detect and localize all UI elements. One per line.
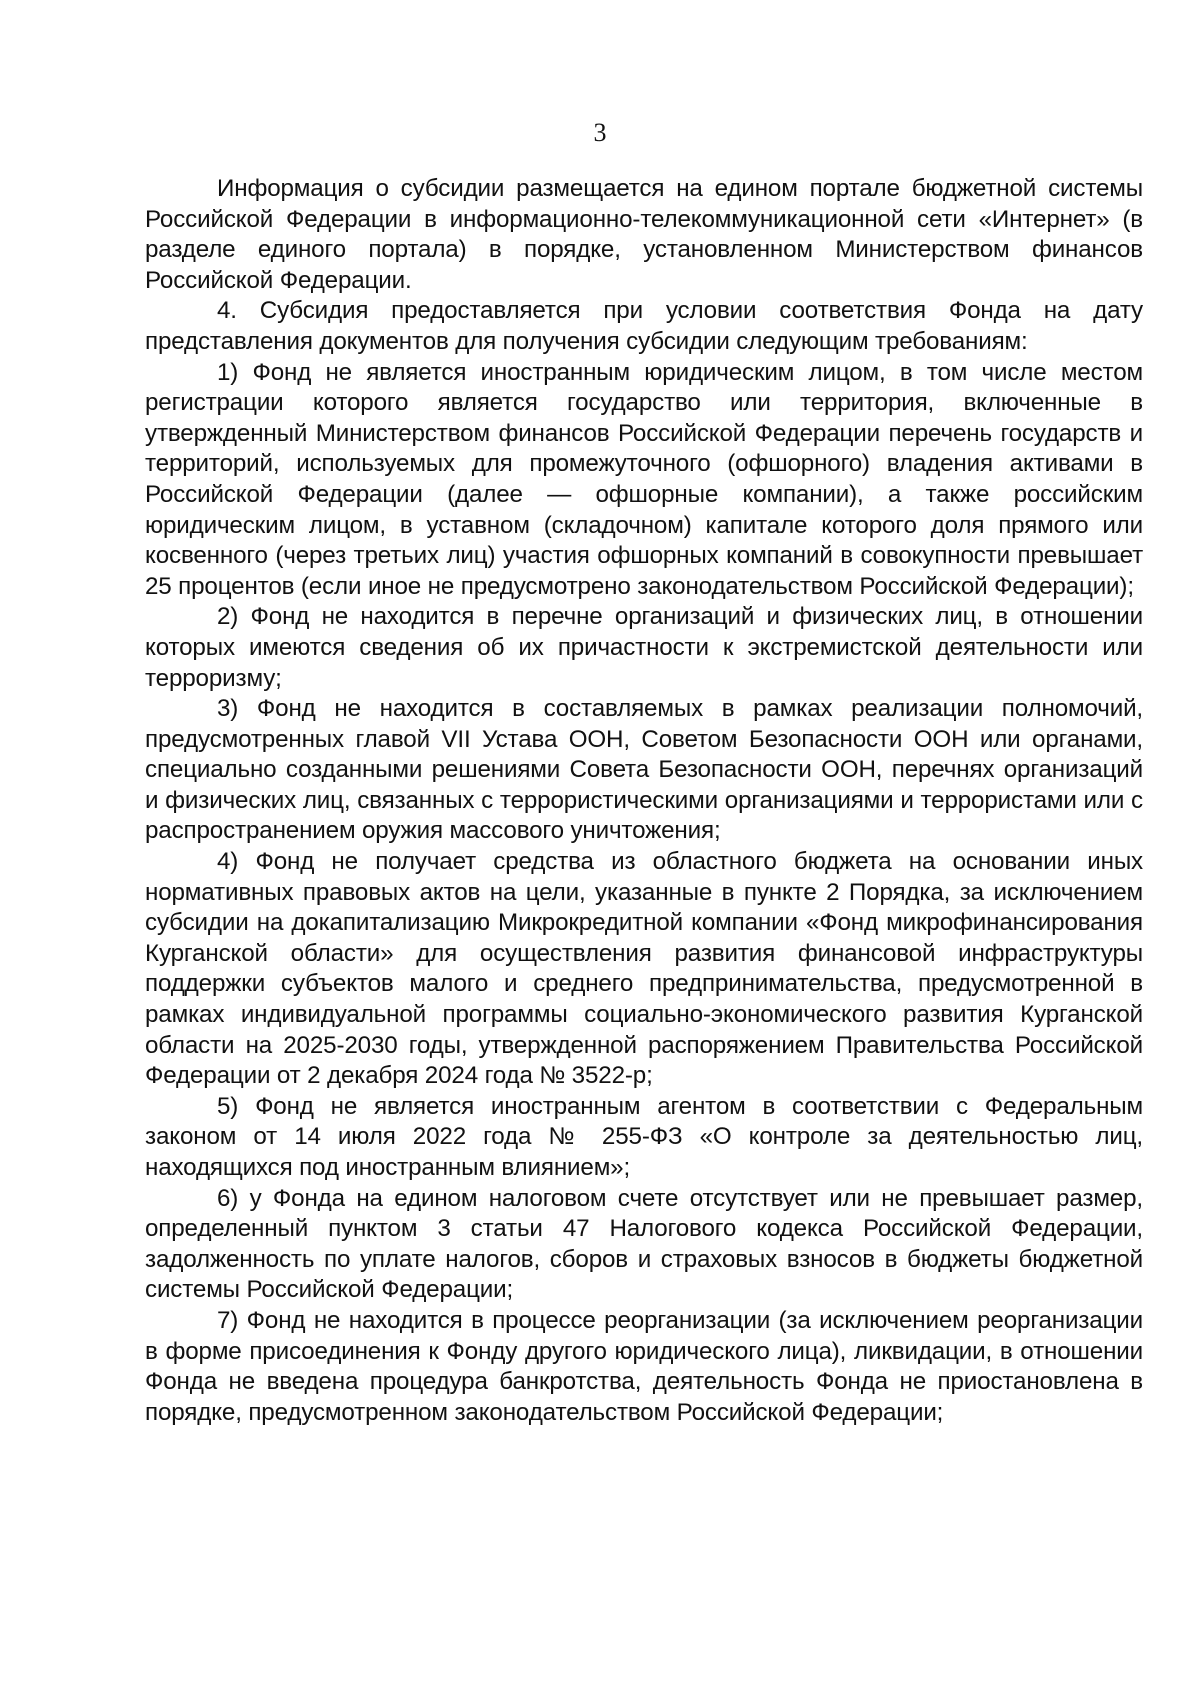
paragraph-requirement-1: 1) Фонд не является иностранным юридическим лицом, в том числе местом регистрации которого является государство или территория, включенные в утвержденный Министерством финансов Российской Федерации перечень государств и территорий, используемых для промежуточного (офшорного) владения активами в Российской Федерации (далее — офшорные компании), а также российским юридическим лицом, в уставном (складочном) капитале которого доля прямого или косвенного (через третьих лиц) участия офшорных компаний в совокупности превышает 25 процентов (если иное не предусмотрено законодательством Российской Федерации); (145, 358, 1143, 600)
page-number: 3 (593, 118, 607, 147)
paragraph-requirement-2: 2) Фонд не находится в перечне организаций и физических лиц, в отношении которых имеются сведения об их причастности к экстремистской деятельности или терроризму; (145, 603, 1143, 692)
paragraph-subsidy-info: Информация о субсидии размещается на едином портале бюджетной системы Российской Федерации в информационно-телекоммуникационной сети «Интернет» (в разделе единого портала) в порядке, установленном Министерством финансов Российской Федерации. (145, 175, 1143, 294)
paragraph-requirement-4: 4) Фонд не получает средства из областного бюджета на основании иных нормативных правовых актов на цели, указанные в пункте 2 Порядка, за исключением субсидии на докапитализацию Микрокредитной компании «Фонд микрофинансирования Курганской области» для осуществления развития финансовой инфраструктуры поддержки субъектов малого и среднего предпринимательства, предусмотренной в рамках индивидуальной программы социально-экономического развития Курганской области на 2025-2030 годы, утвержденной распоряжением Правительства Российской Федерации от 2 декабря 2024 года № 3522-р; (145, 848, 1143, 1090)
paragraph-requirement-3: 3) Фонд не находится в составляемых в рамках реализации полномочий, предусмотренных главой VII Устава ООН, Советом Безопасности ООН или органами, специально созданными решениями Совета Безопасности ООН, перечнях организаций и физических лиц, связанных с террористическими организациями и террористами или с распространением оружия массового уничтожения; (145, 695, 1143, 845)
paragraph-requirement-6: 6) у Фонда на едином налоговом счете отсутствует или не превышает размер, определенный пунктом 3 статьи 47 Налогового кодекса Российской Федерации, задолженность по уплате налогов, сборов и страховых взносов в бюджеты бюджетной системы Российской Федерации; (145, 1184, 1143, 1304)
document-body (145, 174, 1143, 1428)
paragraph-requirement-7: 7) Фонд не находится в процессе реорганизации (за исключением реорганизации в форме присоединения к Фонду другого юридического лица), ликвидации, в отношении Фонда не введена процедура банкротства, деятельность Фонда не приостановлена в порядке, предусмотренном законодательством Российской Федерации; (145, 1306, 1143, 1426)
paragraph-item-4: 4. Субсидия предоставляется при условии соответствия Фонда на дату представления документов для получения субсидии следующим требованиям: (145, 297, 1143, 355)
paragraph-requirement-5: 5) Фонд не является иностранным агентом в соответствии с Федеральным законом от 14 июля 2022 года № 255-ФЗ «О контроле за деятельностью лиц, находящихся под иностранным влиянием»; (145, 1092, 1143, 1181)
